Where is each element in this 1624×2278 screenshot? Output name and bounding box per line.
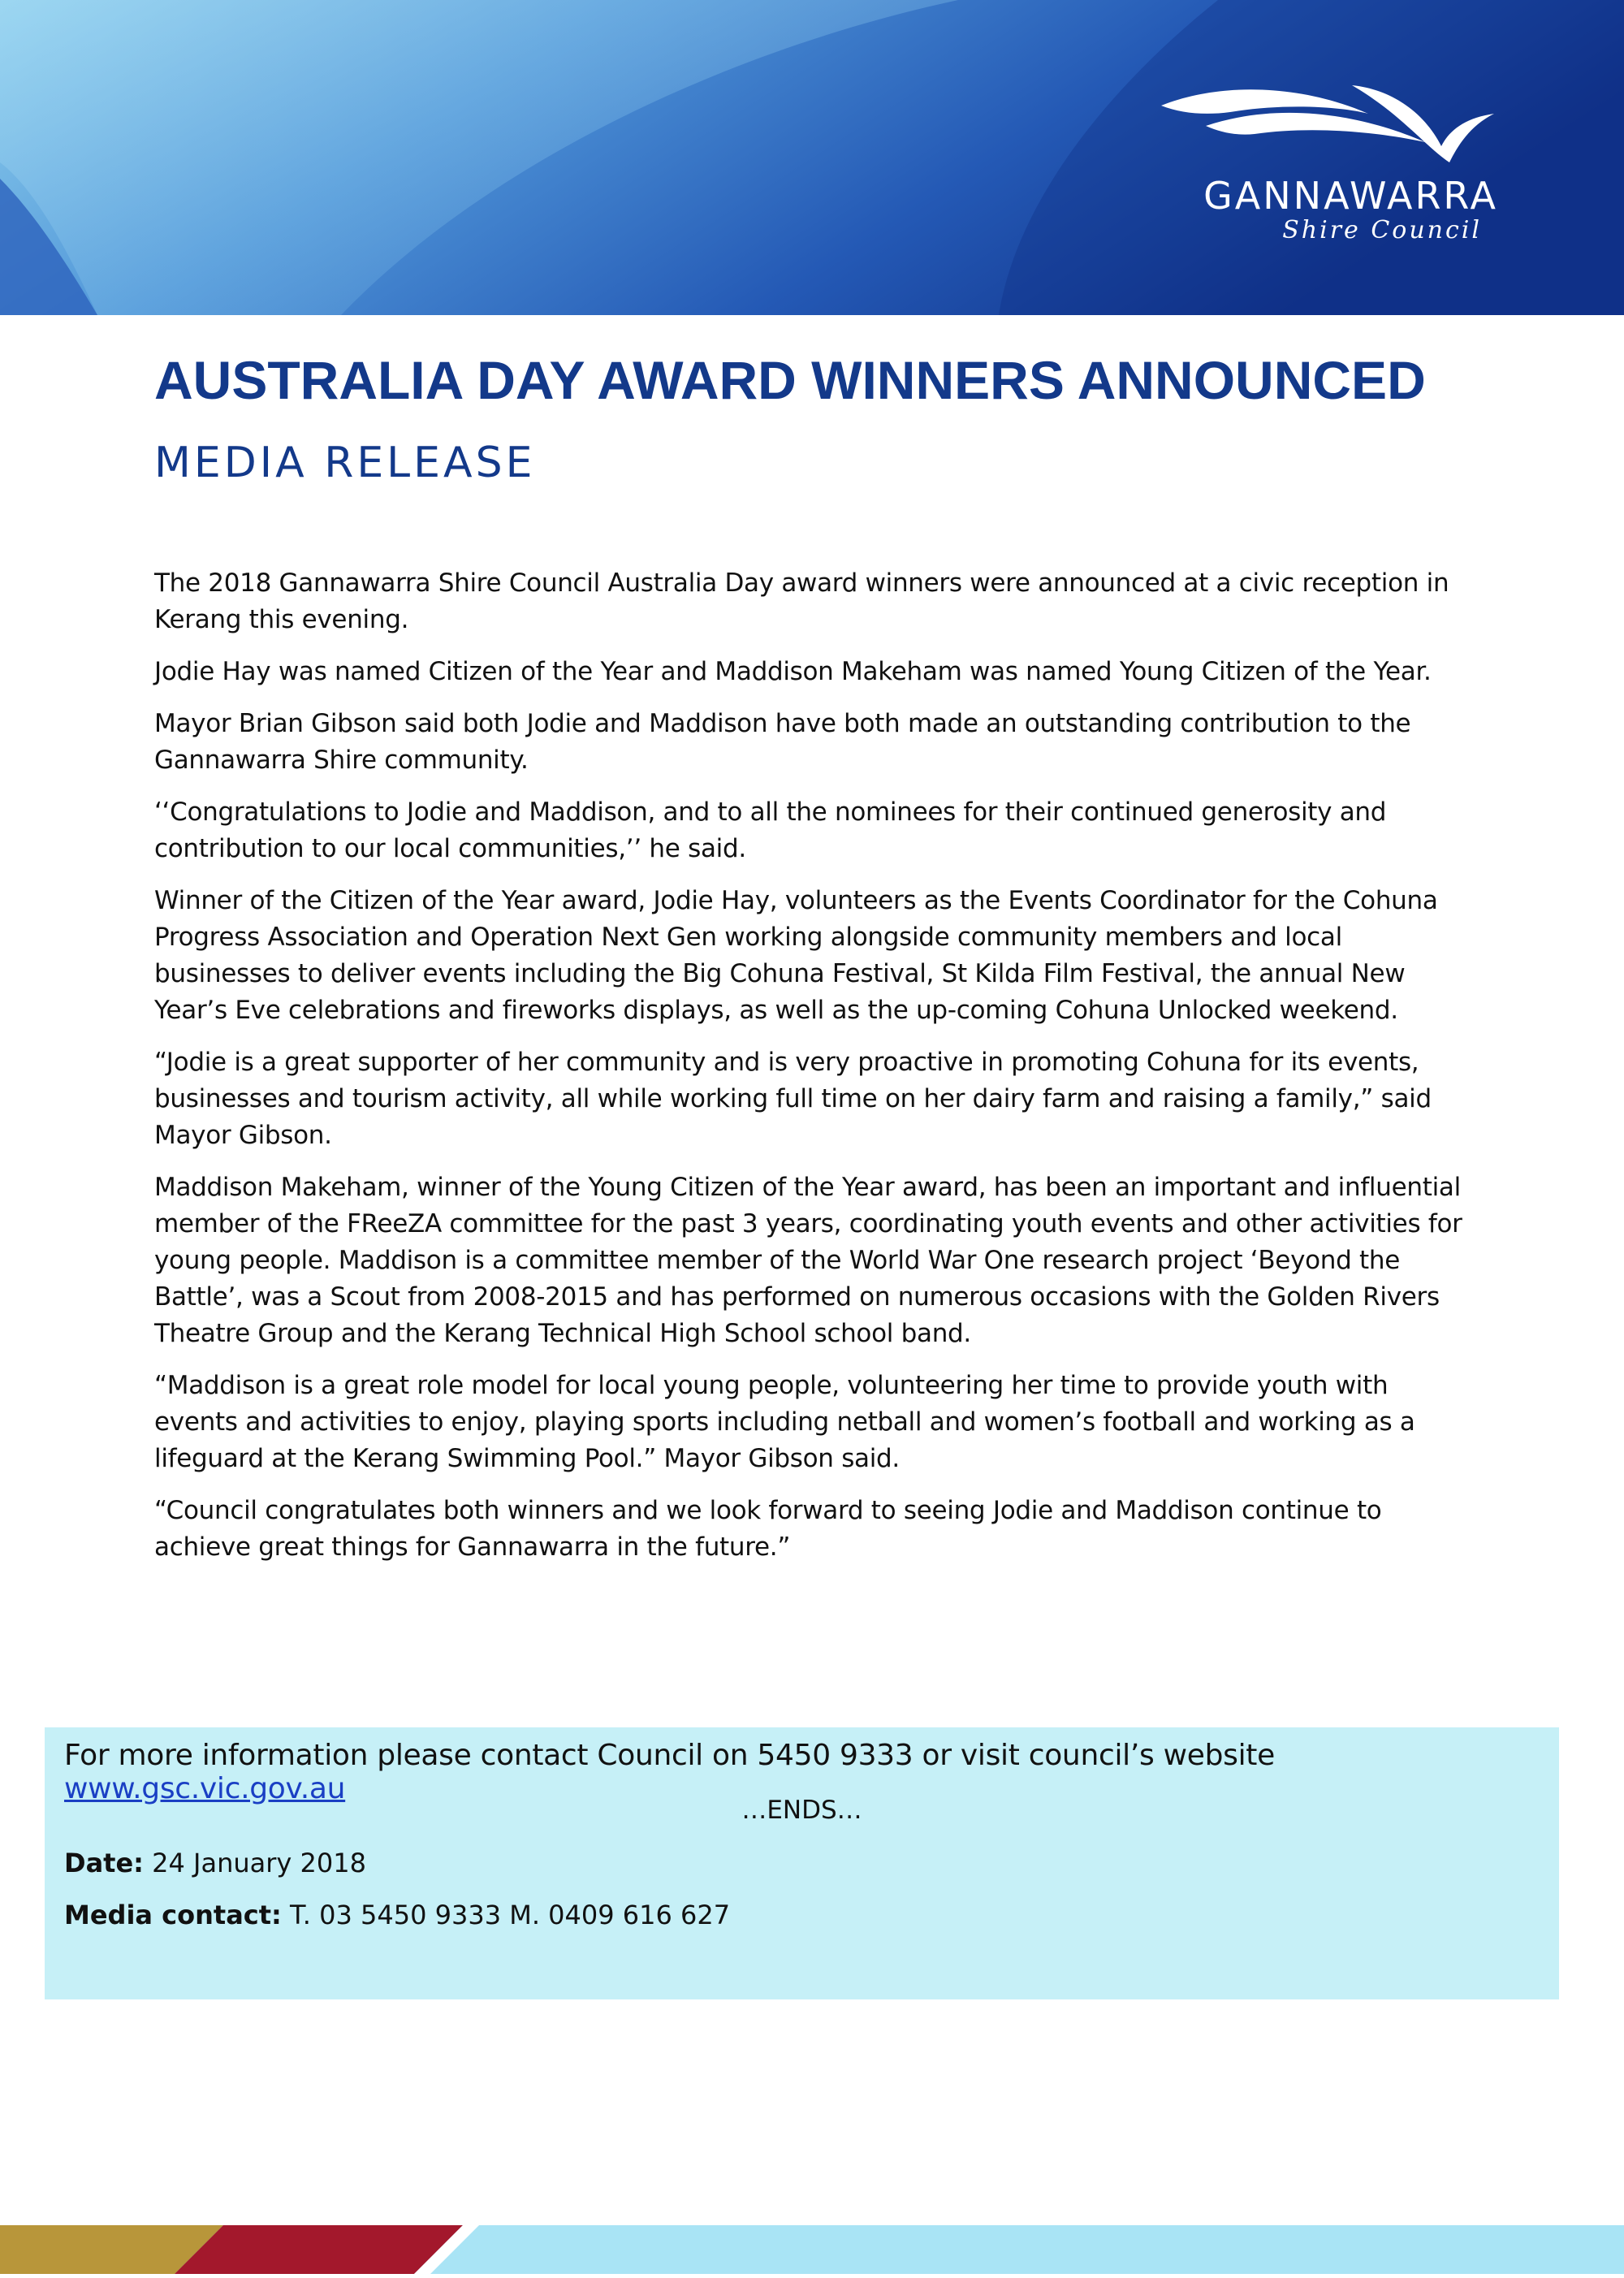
article-body <box>154 565 1478 1581</box>
date-value: 24 January 2018 <box>143 1848 366 1878</box>
logo-subtitle: Shire Council <box>1282 216 1482 244</box>
paragraph: “Council congratulates both winners and we look forward to seeing Jodie and Maddison continue to achieve great things for Gannawarra in the future.” <box>154 1496 1382 1562</box>
media-contact-label: Media contact: <box>64 1900 282 1930</box>
media-contact-line <box>64 1900 730 1930</box>
contact-info-text: For more information please contact Council on 5450 9333 or visit council’s website <box>64 1739 1275 1772</box>
bird-wing-icon <box>1157 81 1498 171</box>
media-contact-value: T. 03 5450 9333 M. 0409 616 627 <box>281 1900 731 1930</box>
paragraph: Mayor Brian Gibson said both Jodie and Maddison have both made an outstanding contribution to the Gannawarra Shire community. <box>154 709 1411 775</box>
footer-stripes <box>0 2225 1624 2274</box>
contact-box <box>45 1727 1559 1999</box>
date-label: Date: <box>64 1848 144 1878</box>
website-link[interactable]: www.gsc.vic.gov.au <box>64 1772 346 1805</box>
gannawarra-logo <box>1157 81 1498 260</box>
header-banner <box>0 0 1624 315</box>
page-subtitle: MEDIA RELEASE <box>154 439 536 487</box>
paragraph: ‘‘Congratulations to Jodie and Maddison, and to all the nominees for their continued generosity and contribution to our local communities,’’ he said. <box>154 798 1387 863</box>
page-title: AUSTRALIA DAY AWARD WINNERS ANNOUNCED <box>154 350 1426 410</box>
paragraph: “Jodie is a great supporter of her community and is very proactive in promoting Cohuna for its events, businesses and tourism activity, all while working full time on her dairy farm and raising a family,” said Mayor Gibson. <box>154 1048 1432 1150</box>
logo-name: GANNAWARRA <box>1203 174 1498 218</box>
paragraph: Winner of the Citizen of the Year award, Jodie Hay, volunteers as the Events Coordinator for the Cohuna Progress Association and Operation Next Gen working alongside community members and local businesses to deliver events including the Big Cohuna Festival, St Kilda Film Festival, the annual New Year’s Eve celebrations and fireworks displays, as well as the up-coming Cohuna Unlocked weekend. <box>154 886 1438 1025</box>
footer-stripes-graphic <box>0 2225 1624 2274</box>
date-line <box>64 1848 366 1878</box>
ends-marker: …ENDS… <box>741 1796 862 1825</box>
paragraph: Maddison Makeham, winner of the Young Citizen of the Year award, has been an important and influential member of the FReeZA committee for the past 3 years, coordinating youth events and other activities for young people. Maddison is a committee member of the World War One research project ‘Beyond the Battle’, was a Scout from 2008-2015 and has performed on numerous occasions with the Golden Rivers Theatre Group and the Kerang Technical High School school band. <box>154 1173 1462 1348</box>
paragraph: The 2018 Gannawarra Shire Council Australia Day award winners were announced at a civic reception in Kerang this evening. <box>154 568 1449 634</box>
paragraph: Jodie Hay was named Citizen of the Year and Maddison Makeham was named Young Citizen of the Year. <box>154 657 1432 686</box>
paragraph: “Maddison is a great role model for local young people, volunteering her time to provide youth with events and activities to enjoy, playing sports including netball and women’s football and working as a lifeguard at the Kerang Swimming Pool.” Mayor Gibson said. <box>154 1371 1415 1473</box>
